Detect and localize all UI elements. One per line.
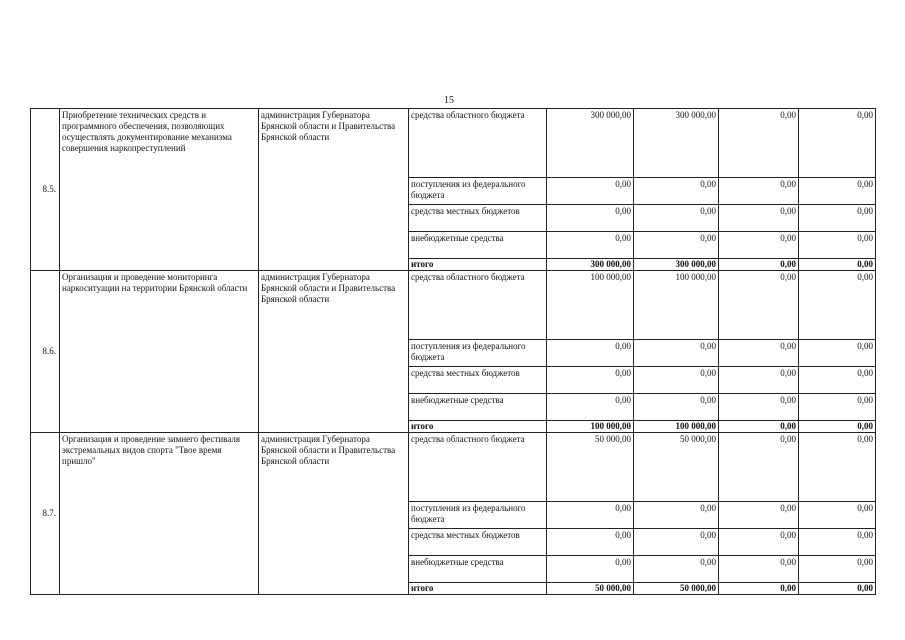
funding-source: средства местных бюджетов (409, 205, 547, 232)
funding-source: средства областного бюджета (409, 109, 547, 178)
amount-cell: 0,00 (799, 259, 876, 271)
funding-source: поступления из федерального бюджета (409, 178, 547, 205)
amount-cell: 0,00 (799, 109, 876, 178)
amount-cell: 0,00 (799, 178, 876, 205)
amount-cell: 300 000,00 (547, 109, 634, 178)
funding-source: средства областного бюджета (409, 271, 547, 340)
amount-cell: 50 000,00 (547, 433, 634, 502)
amount-cell: 0,00 (634, 367, 719, 394)
amount-cell: 0,00 (799, 205, 876, 232)
funding-source: средства областного бюджета (409, 433, 547, 502)
item-number: 8.5. (31, 109, 60, 271)
amount-cell: 0,00 (719, 556, 799, 583)
amount-cell: 0,00 (799, 367, 876, 394)
amount-cell: 50 000,00 (634, 433, 719, 502)
amount-cell: 0,00 (634, 394, 719, 421)
amount-cell: 100 000,00 (634, 271, 719, 340)
amount-cell: 0,00 (547, 340, 634, 367)
amount-cell: 0,00 (719, 232, 799, 259)
item-executor: администрация Губернатора Брянской области и Правительства Брянской области (259, 109, 409, 271)
amount-cell: 0,00 (634, 529, 719, 556)
amount-cell: 0,00 (634, 502, 719, 529)
amount-cell: 0,00 (799, 271, 876, 340)
amount-cell: 0,00 (634, 205, 719, 232)
amount-cell: 0,00 (719, 340, 799, 367)
amount-cell: 0,00 (719, 502, 799, 529)
amount-cell: 0,00 (719, 271, 799, 340)
amount-cell: 0,00 (799, 232, 876, 259)
funding-source: внебюджетные средства (409, 556, 547, 583)
funding-source: итого (409, 583, 547, 595)
funding-source: средства местных бюджетов (409, 367, 547, 394)
funding-source: итого (409, 259, 547, 271)
item-title: Приобретение технических средств и программного обеспечения, позволяющих осуществлять документирование механизма совершения наркопреступлений (60, 109, 259, 271)
amount-cell: 0,00 (719, 205, 799, 232)
amount-cell: 0,00 (719, 109, 799, 178)
amount-cell: 50 000,00 (634, 583, 719, 595)
amount-cell: 0,00 (547, 367, 634, 394)
item-executor: администрация Губернатора Брянской области и Правительства Брянской области (259, 433, 409, 595)
amount-cell: 0,00 (547, 394, 634, 421)
item-title: Организация и проведение мониторинга наркоситуации на территории Брянской области (60, 271, 259, 433)
funding-source: поступления из федерального бюджета (409, 502, 547, 529)
table-row (31, 109, 876, 178)
funding-source: поступления из федерального бюджета (409, 340, 547, 367)
amount-cell: 50 000,00 (547, 583, 634, 595)
amount-cell: 0,00 (719, 421, 799, 433)
amount-cell: 0,00 (799, 340, 876, 367)
amount-cell: 0,00 (799, 394, 876, 421)
amount-cell: 0,00 (719, 394, 799, 421)
amount-cell: 0,00 (799, 529, 876, 556)
table-row (31, 271, 876, 340)
amount-cell: 0,00 (547, 502, 634, 529)
funding-source: внебюджетные средства (409, 394, 547, 421)
amount-cell: 100 000,00 (634, 421, 719, 433)
amount-cell: 0,00 (799, 433, 876, 502)
amount-cell: 0,00 (547, 529, 634, 556)
amount-cell: 300 000,00 (634, 109, 719, 178)
amount-cell: 0,00 (634, 556, 719, 583)
page-number: 15 (444, 95, 454, 106)
amount-cell: 0,00 (719, 259, 799, 271)
amount-cell: 0,00 (719, 367, 799, 394)
amount-cell: 0,00 (547, 205, 634, 232)
amount-cell: 0,00 (719, 583, 799, 595)
item-title: Организация и проведение зимнего фестиваля экстремальных видов спорта "Твое время пришло" (60, 433, 259, 595)
amount-cell: 0,00 (634, 340, 719, 367)
amount-cell: 0,00 (799, 556, 876, 583)
amount-cell: 0,00 (547, 556, 634, 583)
amount-cell: 0,00 (719, 178, 799, 205)
amount-cell: 0,00 (547, 178, 634, 205)
item-executor: администрация Губернатора Брянской области и Правительства Брянской области (259, 271, 409, 433)
amount-cell: 0,00 (799, 583, 876, 595)
amount-cell: 0,00 (799, 502, 876, 529)
amount-cell: 300 000,00 (634, 259, 719, 271)
budget-table (30, 108, 876, 595)
item-number: 8.6. (31, 271, 60, 433)
amount-cell: 100 000,00 (547, 421, 634, 433)
amount-cell: 0,00 (634, 232, 719, 259)
amount-cell: 0,00 (719, 529, 799, 556)
amount-cell: 0,00 (547, 232, 634, 259)
amount-cell: 300 000,00 (547, 259, 634, 271)
item-number: 8.7. (31, 433, 60, 595)
amount-cell: 0,00 (719, 433, 799, 502)
funding-source: средства местных бюджетов (409, 529, 547, 556)
funding-source: итого (409, 421, 547, 433)
funding-source: внебюджетные средства (409, 232, 547, 259)
table-row (31, 433, 876, 502)
amount-cell: 0,00 (634, 178, 719, 205)
amount-cell: 0,00 (799, 421, 876, 433)
amount-cell: 100 000,00 (547, 271, 634, 340)
